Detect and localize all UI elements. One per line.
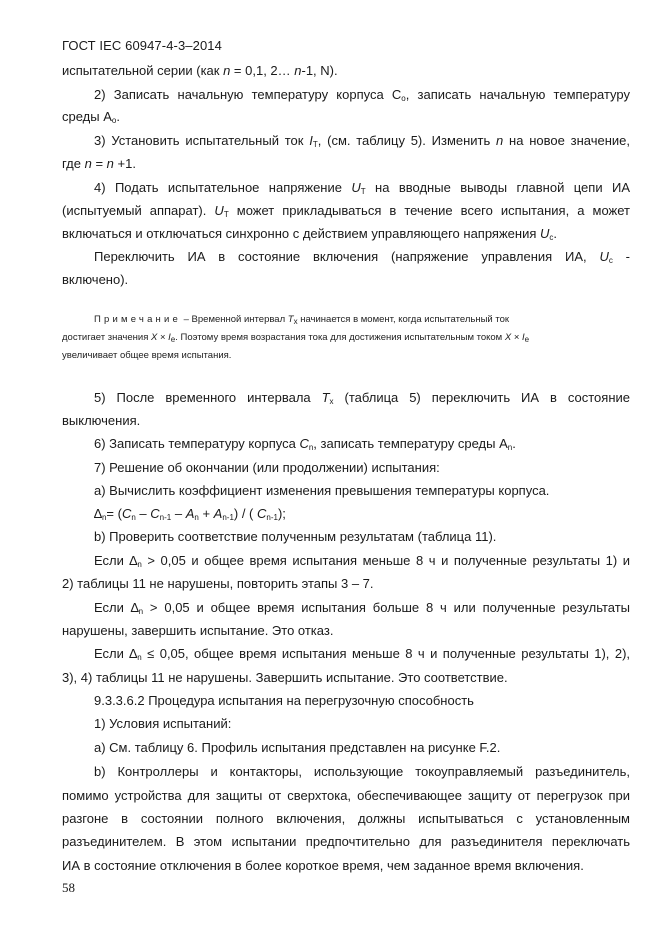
text-line: включено).: [62, 272, 129, 287]
text-line: 3), 4) таблицы 11 не нарушены. Завершить испытание. Это соответствие.: [62, 670, 508, 685]
note-label: Примечание: [94, 314, 181, 325]
text-line: среды $A_o$.: [62, 109, 120, 125]
note-line: Примечание – Временной интервал $T_x$ начинается в момент, когда испытательный ток: [94, 314, 510, 326]
text-line: 5) После временного интервала $T_x$ (таблица 5) переключить ИА в состояние: [94, 390, 631, 406]
text-line: Если $\Delta_n \le 0,05$, общее время испытания меньше 8 ч и полученные результаты 1), 2),: [94, 646, 631, 662]
text-line: Переключить ИА в состояние включения (напряжение управления ИА, $U_c$ -: [94, 249, 630, 265]
text-line: b) Проверить соответствие полученным результатам (таблица 11).: [94, 529, 497, 544]
text-line: ИА в состояние отключения в более короткое время, чем заданное время включения.: [62, 858, 584, 873]
page-header: ГОСТ IEC 60947-4-3–2014: [62, 38, 222, 53]
text-line: 2) Записать начальную температуру корпуса $C_o$, записать начальную температуру: [94, 87, 630, 103]
page-number: 58: [62, 880, 75, 895]
text-line: 2) таблицы 11 не нарушены, повторить этапы 3 – 7.: [62, 576, 374, 591]
text-line: включаться и отключаться синхронно с действием управляющего напряжения $U_c$.: [62, 226, 557, 242]
text-line: разгоне в состоянии полного включения, должны испытываться с установленным: [62, 811, 630, 826]
text-line: разъединителем. В этом испытании предпочтительно для разъединителя переключать: [62, 834, 630, 849]
text-line: 3) Установить испытательный ток $I_T$, (см. таблицу 5). Изменить n на новое значение,: [94, 133, 630, 149]
text-line: 1) Условия испытаний:: [94, 716, 232, 731]
text-line: испытательной серии (как n = 0,1, 2… n-1, N).: [62, 63, 338, 78]
text-line: b) Контроллеры и контакторы, использующие токоуправляемый разъединитель,: [94, 764, 630, 779]
note-line: достигает значения $X \times I_e$. Поэтому время возрастания тока для достижения испытательным током $X \times I_e$: [62, 332, 530, 344]
text-line: помимо устройства для защиты от сверхтока, обеспечивающее защиту от перегрузок при: [62, 788, 630, 803]
text-line: (испытуемый аппарат). $U_T$ может прикладываться в течение всего испытания, а может: [62, 203, 630, 219]
text-line: 4) Подать испытательное напряжение $U_T$ на вводные выводы главной цепи ИА: [94, 180, 630, 196]
formula-line: $\Delta_n= (C_n - C_{n-1} - A_n + A_{n-1})$ / ( $C_{n-1}$);: [94, 506, 286, 522]
text-line: 7) Решение об окончании (или продолжении) испытания:: [94, 460, 440, 475]
section-heading: 9.3.3.6.2 Процедура испытания на перегрузочную способность: [94, 693, 474, 708]
note-line: увеличивает общее время испытания.: [62, 350, 232, 361]
text-line: 6) Записать температуру корпуса $C_n$, записать температуру среды $A_n$.: [94, 436, 516, 452]
text-line: a) См. таблицу 6. Профиль испытания представлен на рисунке F.2.: [94, 740, 501, 755]
text-line: a) Вычислить коэффициент изменения превышения температуры корпуса.: [94, 483, 550, 498]
text-line: Если $\Delta_n > 0,05$ и общее время испытания меньше 8 ч и полученные результаты 1) и: [94, 553, 630, 569]
text-line: где n = n +1.: [62, 156, 136, 171]
text-line: нарушены, завершить испытание. Это отказ.: [62, 623, 334, 638]
text-line: выключения.: [62, 413, 141, 428]
text-line: Если $\Delta_n > 0,05$ и общее время испытания больше 8 ч или полученные результаты: [94, 600, 631, 616]
